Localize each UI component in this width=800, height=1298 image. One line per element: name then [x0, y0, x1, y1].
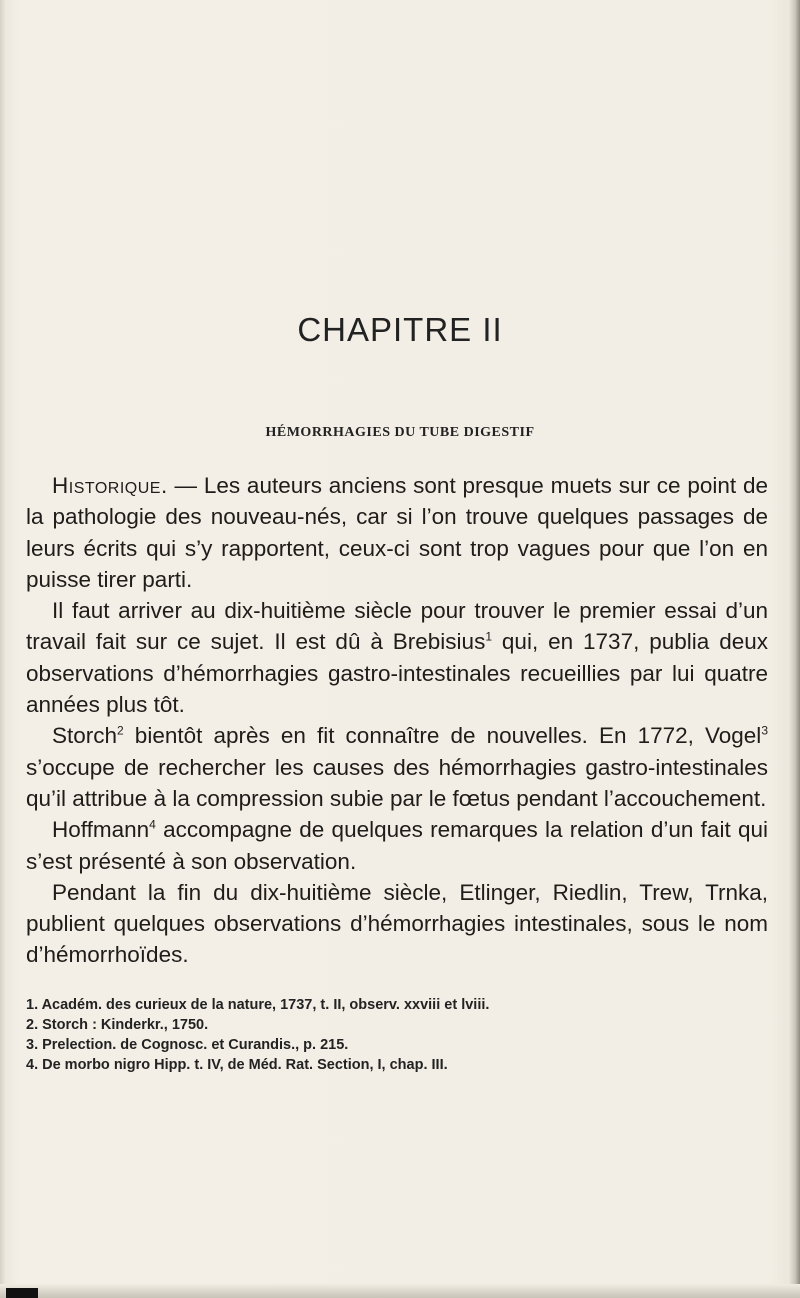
- paragraph-text: Hoffmann: [52, 817, 150, 843]
- paragraph-etlinger: [26, 877, 768, 971]
- paragraph-historique: [26, 470, 768, 595]
- section-title: HÉMORRHAGIES DU TUBE DIGESTIF: [265, 425, 535, 440]
- footnote-ref: 3: [761, 723, 768, 738]
- scan-mark: [6, 1288, 38, 1298]
- footnote-ref: 4: [149, 817, 156, 832]
- page-right-edge: [788, 0, 800, 1298]
- footnote: 4. De morbo nigro Hipp. t. IV, de Méd. Rat. Section, I, chap. III.: [26, 1057, 448, 1073]
- paragraph-hoffmann: [26, 814, 768, 877]
- footnote: 2. Storch : Kinderkr., 1750.: [26, 1017, 209, 1033]
- paragraph-brebisius: [26, 595, 768, 720]
- paragraph-text: s’occupe de rechercher les causes des hémorrhagies gastro-intestinales qu’il attribue à la compression subie par le fœtus pendant l’accouchement.: [26, 754, 768, 811]
- footnote: 3. Prelection. de Cognosc. et Curandis., p. 215.: [26, 1037, 349, 1053]
- paragraph-text: bientôt après en fit connaître de nouvelles. En 1772, Vogel: [123, 723, 762, 749]
- paragraph-lead: Historique.: [52, 473, 168, 498]
- paragraph-text: qui, en 1737, publia deux observations d’hémorrhagies gastro-intestinales recueillies par lui quatre années plus tôt.: [26, 629, 768, 718]
- footnotes: [26, 995, 768, 1075]
- chapter-title: CHAPITRE II: [297, 311, 503, 348]
- paragraph-text: Pendant la fin du dix-huitième siècle, Etlinger, Riedlin, Trew, Trnka, publient quelques observations d’hémorrhagies intestinales, sous le nom d’hémorrhoïdes.: [26, 879, 768, 968]
- paragraph-text: — Les auteurs anciens sont presque muets sur ce point de la pathologie des nouveau-nés, car si l’on trouve quelques passages de leurs écrits qui s’y rapportent, ceux-ci sont trop vagues pour que l’on en puisse tirer parti.: [26, 473, 768, 592]
- paragraph-text: Storch: [52, 723, 118, 749]
- body-text: [26, 470, 768, 971]
- page-bottom-edge: [0, 1284, 800, 1298]
- paragraph-text: Il faut arriver au dix-huitième siècle pour trouver le premier essai d’un travail fait sur ce sujet. Il est dû à Brebisius: [26, 598, 768, 655]
- page-left-edge: [0, 0, 6, 1298]
- footnote-ref: 2: [117, 723, 124, 738]
- footnote: 1. Académ. des curieux de la nature, 1737, t. II, observ. xxviii et lviii.: [26, 997, 490, 1013]
- footnote-ref: 1: [485, 629, 493, 644]
- paragraph-storch: [26, 720, 768, 814]
- paragraph-text: accompagne de quelques remarques la relation d’un fait qui s’est présenté à son observation.: [26, 817, 768, 874]
